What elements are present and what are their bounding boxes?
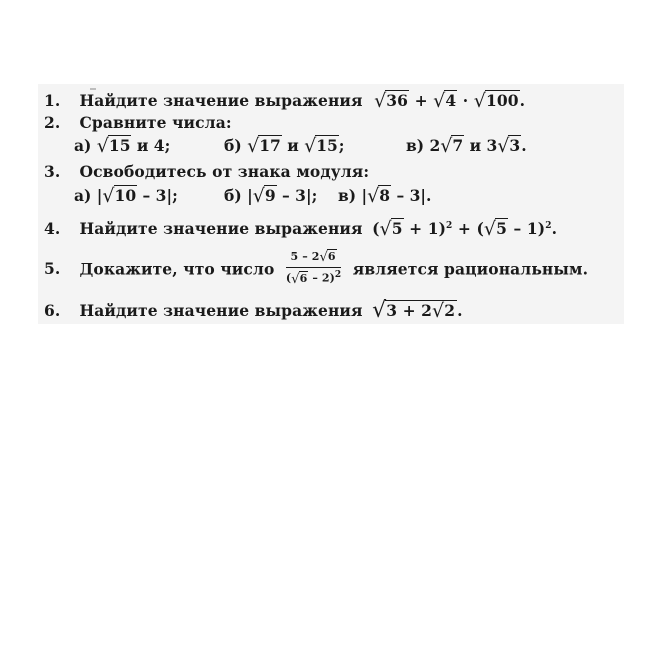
fraction-numerator: 5 – 2√6 [286, 250, 341, 268]
sqrt-expression: √3 + 2√2 [372, 298, 456, 323]
fraction [286, 250, 341, 287]
task-2 [44, 113, 232, 132]
subitem-c: в) |√8 – 3|. [338, 185, 432, 207]
task-1: 1. Найдите значение выражения √36 + √4 · √100. [44, 90, 526, 112]
sqrt-expression: √100 [473, 90, 519, 112]
task-text: Найдите значение выражения [79, 219, 363, 238]
task-number: 2. [44, 113, 61, 132]
task-4: 4. Найдите значение выражения $(√5 + 1)^2 + (√5 - 1)^2$. [44, 218, 558, 240]
task-number: 3. [44, 162, 61, 181]
task-text: Докажите, что число [79, 259, 275, 279]
subitem-c: в) 2√7 и 3√3. [406, 135, 527, 157]
sqrt-expression: √4 [433, 90, 457, 112]
task-number: 1. [44, 91, 61, 110]
task-number: 6. [44, 301, 61, 320]
subitem-a: а) |√10 – 3|; [74, 185, 178, 207]
fraction-denominator: (√6 – 2)$^2$ [285, 270, 342, 287]
sqrt-expression: √36 [374, 90, 409, 112]
task-5 [44, 252, 588, 289]
task-number: 4. [44, 219, 61, 238]
task-text: Найдите значение выражения [79, 91, 363, 110]
task-text: Освободитесь от знака модуля: [79, 162, 370, 181]
task-text-after: является рациональным. [352, 259, 589, 279]
task-number: 5. [44, 259, 61, 279]
task-3 [44, 162, 369, 181]
subitem-a: а) √15 и 4; [74, 135, 171, 157]
subitem-b: б) √17 и √15; [224, 135, 345, 157]
subitem-b: б) |√9 – 3|; [224, 185, 318, 207]
task-text: Найдите значение выражения [79, 301, 363, 320]
task-6: 6. Найдите значение выражения √3 + 2√2 . [44, 298, 463, 323]
task-text: Сравните числа: [79, 113, 232, 132]
